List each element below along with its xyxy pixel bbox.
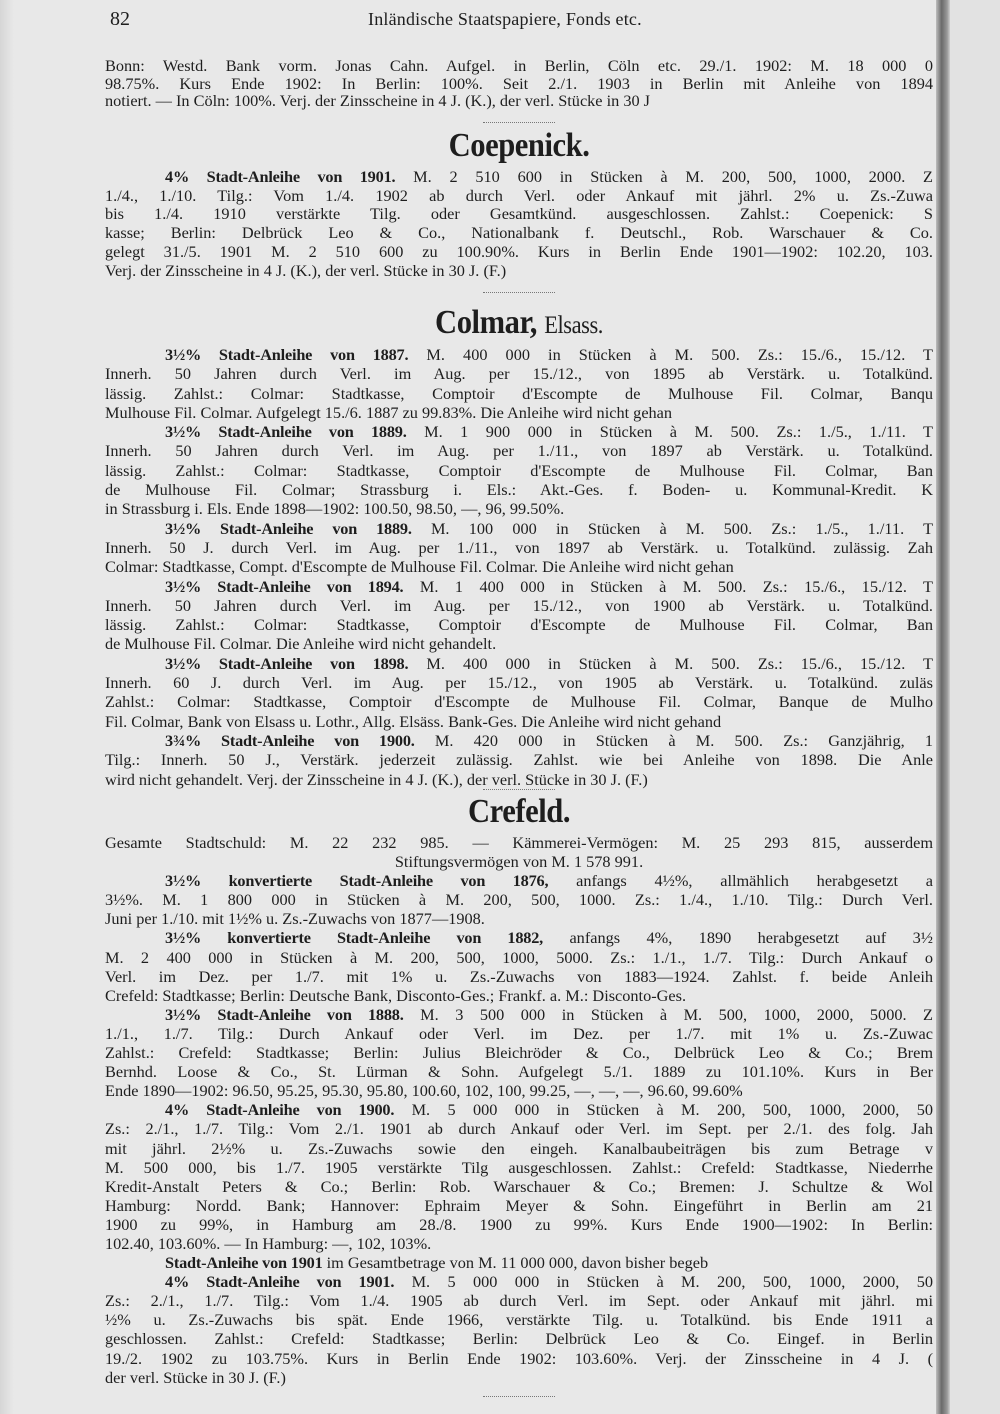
text-line: Zahlst.: Crefeld: Stadtkasse; Berlin: Julius Bleichröder & Co., Delbrück Leo & Co.; Brem xyxy=(105,1043,933,1063)
bond-title: 3½% Stadt-Anleihe von 1898. xyxy=(165,653,409,673)
running-title: Inländische Staatspapiere, Fonds etc. xyxy=(368,9,642,29)
text-line: Innerh. 50 Jahren durch Verl. im Aug. per 15./12., von 1895 ab Verstärk. u. Totalkünd. xyxy=(105,364,933,384)
bond-details: M. 100 000 in Stücken à M. 500. Zs.: 1./5., 1./11. T xyxy=(430,518,933,538)
heading-colmar-city: Colmar, xyxy=(435,304,538,341)
bond-title: 3½% Stadt-Anleihe von 1889. xyxy=(165,518,412,538)
facing-page-strip xyxy=(950,0,1000,1414)
text-line: Innerh. 50 J. durch Verl. im Aug. per 1./11., von 1897 ab Verstärk. u. Totalkünd. zulässig. Zah xyxy=(105,537,933,557)
bond-entry xyxy=(105,1253,933,1272)
bond-details: im Gesamtbetrage von M. 11 000 000, davon bisher begeb xyxy=(326,1253,709,1273)
section-divider xyxy=(483,122,555,123)
section-divider xyxy=(483,292,555,293)
bond-entry xyxy=(105,168,933,280)
text-line: 3½%. M. 1 800 000 in Stücken à M. 200, 500, 1000. Zs.: 1./4., 1./10. Tilg.: Durch Verl. xyxy=(105,890,933,910)
bond-entry xyxy=(105,654,933,731)
text-line: Zs.: 2./1., 1./7. Tilg.: Vom 2./1. 1901 ab durch Ankauf oder Verl. im Sept. per 2./1. des folg. Jah xyxy=(105,1119,933,1139)
text-line xyxy=(105,654,933,673)
bond-details: M. 420 000 in Stücken à M. 500. Zs.: Ganzjährig, 1 xyxy=(434,730,933,750)
text-line xyxy=(105,422,933,441)
section-coepenick xyxy=(105,168,933,280)
text-line xyxy=(105,345,933,364)
text-line: Fil. Colmar, Bank von Elsass u. Lothr., Allg. Elsäss. Bank-Ges. Die Anleihe wird nicht gehand xyxy=(105,711,722,731)
bond-title: 4% Stadt-Anleihe von 1901. xyxy=(165,1272,395,1292)
text-line: Mulhouse Fil. Colmar. Aufgelegt 15./6. 1887 zu 99.83%. Die Anleihe wird nicht gehan xyxy=(105,402,673,422)
text-line: 1900 zu 99%, in Hamburg am 28./8. 1900 zu 99%. Kurs Ende 1900—1902: In Berlin: xyxy=(105,1214,933,1234)
text-line: ½% u. Zs.-Zuwachs bis spät. Ende 1966, verstärkte Tilg. u. Totalkünd. bis Ende 1911 a xyxy=(105,1310,933,1330)
bond-entry xyxy=(105,1272,933,1387)
bond-entry xyxy=(105,871,933,928)
heading-colmar-region: Elsass. xyxy=(544,312,603,339)
bond-details: M. 1 900 000 in Stücken à M. 500. Zs.: 1./5., 1./11. T xyxy=(424,422,933,442)
text-line: Tilg.: Innerh. 50 J., Verstärk. jederzeit zulässig. Zahlst. wie bei Anleihe von 1898. Die Anle xyxy=(105,750,933,770)
text-line: Juni per 1./10. mit 1½% u. Zs.-Zuwachs von 1877—1908. xyxy=(105,909,485,929)
bond-entry xyxy=(105,345,933,422)
text-line: Verj. der Zinsscheine in 4 J. (K.), der verl. Stücke in 30 J. (F.) xyxy=(105,261,507,280)
text-line: Verl. im Dez. per 1./7. mit 1% u. Zs.-Zuwachs von 1883—1924. Zahlst. f. beide Anleih xyxy=(105,966,933,986)
text-line: Bernhd. Loose & Co., St. Lürman & Sohn. Aufgelegt 5./1. 1889 zu 101.10%. Kurs in Ber xyxy=(105,1062,933,1082)
text-line: 102.40, 103.60%. — In Hamburg: —, 102, 103%. xyxy=(105,1233,432,1253)
text-line xyxy=(105,928,933,947)
bond-entry xyxy=(105,577,933,654)
bond-details: M. 400 000 in Stücken à M. 500. Zs.: 15./6., 15./12. T xyxy=(426,345,933,364)
text-line: lässig. Zahlst.: Colmar: Stadtkasse, Comptoir d'Escompte de Mulhouse Fil. Colmar, Ban xyxy=(105,615,933,635)
bond-details: M. 5 000 000 in Stücken à M. 200, 500, 1000, 2000, 50 xyxy=(411,1100,933,1120)
text-line: lässig. Zahlst.: Colmar: Stadtkasse, Comptoir d'Escompte de Mulhouse Fil. Colmar, Banqu xyxy=(105,383,933,403)
bond-details: anfangs 4%, 1890 herabgesetzt auf 3½ xyxy=(569,928,933,948)
bond-details: M. 400 000 in Stücken à M. 500. Zs.: 15./6., 15./12. T xyxy=(426,653,933,673)
text-line: geschlossen. Zahlst.: Crefeld: Stadtkasse; Berlin: Delbrück Leo & Co. Eingef. in Berlin xyxy=(105,1329,933,1349)
text-line: M. 2 400 000 in Stücken à M. 200, 500, 1000, 5000. Zs.: 1./1., 1./7. Tilg.: Durch Ankauf o xyxy=(105,947,933,967)
bond-title: 3½% Stadt-Anleihe von 1889. xyxy=(165,422,407,442)
text-line: 98.75%. Kurs Ende 1902: In Berlin: 100%. Seit 2./1. 1903 in Berlin mit Anleihe von 1894 xyxy=(105,74,933,93)
text-line xyxy=(105,1100,933,1119)
bond-title: 3¾% Stadt-Anleihe von 1900. xyxy=(165,730,415,750)
bond-details: M. 2 510 600 in Stücken à M. 200, 500, 1000, 2000. Z xyxy=(413,168,933,186)
text-line xyxy=(105,1005,933,1024)
text-line: notiert. — In Cöln: 100%. Verj. der Zinsscheine in 4 J. (K.), der verl. Stücke in 30 J xyxy=(105,92,651,111)
bond-details: M. 5 000 000 in Stücken à M. 200, 500, 1000, 2000, 50 xyxy=(411,1272,933,1292)
bond-entry xyxy=(105,1005,933,1100)
section-colmar xyxy=(105,345,933,789)
book-binding-edge xyxy=(936,0,950,1414)
text-line: Zahlst.: Colmar: Stadtkasse, Comptoir d'Escompte de Mulhouse Fil. Colmar, Banque de Mulho xyxy=(105,692,933,712)
text-line: Innerh. 60 J. durch Verl. im Aug. per 15./12., von 1905 ab Verstärk. u. Totalkünd. zuläs xyxy=(105,673,933,693)
bond-details: anfangs 4½%, allmählich herabgesetzt a xyxy=(576,871,933,891)
text-line: Innerh. 50 Jahren durch Verl. im Aug. per 1./11., von 1897 ab Verstärk. u. Totalkünd. xyxy=(105,441,933,461)
text-line: 19./2. 1902 zu 103.75%. Kurs in Berlin Ende 1902: 103.60%. Verj. der Zinsscheine in 4 J. ( xyxy=(105,1348,933,1368)
text-line: lässig. Zahlst.: Colmar: Stadtkasse, Comptoir d'Escompte de Mulhouse Fil. Colmar, Ban xyxy=(105,460,933,480)
bond-details: M. 1 400 000 in Stücken à M. 500. Zs.: 15./6., 15./12. T xyxy=(419,576,933,596)
text-line: Hamburg: Nordd. Bank; Hannover: Ephraim Meyer & Sohn. Eingeführt in Berlin am 21 xyxy=(105,1195,933,1215)
text-line: in Strassburg i. Els. Ende 1898—1902: 100.50, 98.50, —, 96, 99.50%. xyxy=(105,499,565,519)
bond-title: 3½% konvertierte Stadt-Anleihe von 1876, xyxy=(165,871,549,891)
bond-title: Stadt-Anleihe von 1901 xyxy=(165,1253,323,1273)
text-line: de Mulhouse Fil. Colmar; Strassburg i. Els.: Akt.-Ges. f. Boden- u. Kommunal-Kredit. K xyxy=(105,480,933,500)
text-line xyxy=(105,731,933,750)
text-line: Colmar: Stadtkasse, Compt. d'Escompte de Mulhouse Fil. Colmar. Die Anleihe wird nicht gehan xyxy=(105,557,734,577)
section-bonn-continuation xyxy=(105,57,933,110)
text-line: Bonn: Westd. Bank vorm. Jonas Cahn. Aufgel. in Berlin, Cöln etc. 29./1. 1902: M. 18 000 0 xyxy=(105,57,933,75)
text-line xyxy=(105,1253,933,1272)
text-line: gelegt 31./5. 1901 M. 2 510 600 zu 100.90%. Kurs in Berlin Ende 1901—1902: 102.20, 103. xyxy=(105,242,933,261)
text-line: Innerh. 50 Jahren durch Verl. im Aug. per 15./12., von 1900 ab Verstärk. u. Totalkünd. xyxy=(105,595,933,615)
bond-title: 3½% konvertierte Stadt-Anleihe von 1882, xyxy=(165,928,544,948)
bond-entry xyxy=(105,519,933,577)
text-line xyxy=(105,168,933,187)
bond-entry xyxy=(105,422,933,518)
text-line xyxy=(105,871,933,890)
section-crefeld xyxy=(105,833,933,1387)
bond-entry xyxy=(105,1100,933,1253)
page-gutter-shade xyxy=(0,0,14,1414)
bond-title: 4% Stadt-Anleihe von 1900. xyxy=(165,1100,395,1120)
text-line: mit jährl. 2½% u. Zs.-Zuwachs sowie den eingeh. Kanalbaubeiträgen bis zum Betrage v xyxy=(105,1138,933,1158)
bond-details: M. 3 500 000 in Stücken à M. 500, 1000, 2000, 5000. Z xyxy=(420,1004,933,1024)
text-line: Zs.: 2./1., 1./7. Tilg.: Vom 1./4. 1905 ab durch Verl. im Sept. oder Ankauf mit jährl. mi xyxy=(105,1291,933,1311)
text-line xyxy=(105,1272,933,1291)
bond-entry xyxy=(105,731,933,789)
text-line: kasse; Berlin: Delbrück Leo & Co., Nationalbank f. Deutschl., Rob. Warschauer & Co. xyxy=(105,224,933,243)
text-line xyxy=(105,577,933,596)
heading-colmar xyxy=(146,304,891,342)
section-divider xyxy=(483,789,555,790)
text-line: Kredit-Anstalt Peters & Co.; Berlin: Rob. Warschauer & Co.; Bremen: J. Schultze & Wol xyxy=(105,1176,933,1196)
text-line: 1./4., 1./10. Tilg.: Vom 1./4. 1902 ab durch Verl. oder Ankauf mit jährl. 2% u. Zs.-Zuwa xyxy=(105,186,933,205)
bond-entry xyxy=(105,928,933,1004)
heading-crefeld: Crefeld. xyxy=(467,793,571,830)
bond-title: 4% Stadt-Anleihe von 1901. xyxy=(165,168,396,186)
text-line: de Mulhouse Fil. Colmar. Die Anleihe wird nicht gehandelt. xyxy=(105,634,497,654)
text-line: Crefeld: Stadtkasse; Berlin: Deutsche Bank, Disconto-Ges.; Frankf. a. M.: Disconto-Ges. xyxy=(105,985,687,1005)
bond-entry xyxy=(105,57,933,110)
text-line: wird nicht gehandelt. Verj. der Zinsscheine in 4 J. (K.), der verl. Stücke in 30 J. (F.) xyxy=(105,769,648,789)
bond-title: 3½% Stadt-Anleihe von 1888. xyxy=(165,1004,404,1024)
bond-title: 3½% Stadt-Anleihe von 1894. xyxy=(165,576,404,596)
intro-line: Gesamte Stadtschuld: M. 22 232 985. — Kämmerei-Vermögen: M. 25 293 815, ausserdem xyxy=(105,833,933,852)
intro-line: Stiftungsvermögen von M. 1 578 991. xyxy=(394,852,644,872)
text-line: Ende 1890—1902: 96.50, 95.25, 95.30, 95.80, 100.60, 102, 100, 99.25, —, —, —, 96.60, 99.60% xyxy=(105,1081,743,1101)
text-line: bis 1./4. 1910 verstärkte Tilg. oder Gesamtkünd. ausgeschlossen. Zahlst.: Coepenick: S xyxy=(105,205,933,224)
section-divider xyxy=(483,1396,555,1397)
text-line xyxy=(105,519,933,538)
text-line: 1./1., 1./7. Tilg.: Durch Ankauf oder Verl. im Dez. per 1./7. mit 1% u. Zs.-Zuwac xyxy=(105,1023,933,1043)
text-line: der verl. Stücke in 30 J. (F.) xyxy=(105,1367,286,1387)
text-line: M. 500 000, bis 1./7. 1905 verstärkte Tilg ausgeschlossen. Zahlst.: Crefeld: Stadtkasse, Niederrhe xyxy=(105,1157,933,1177)
bond-title: 3½% Stadt-Anleihe von 1887. xyxy=(165,345,409,364)
page-number: 82 xyxy=(110,8,130,30)
heading-coepenick: Coepenick. xyxy=(448,127,590,164)
